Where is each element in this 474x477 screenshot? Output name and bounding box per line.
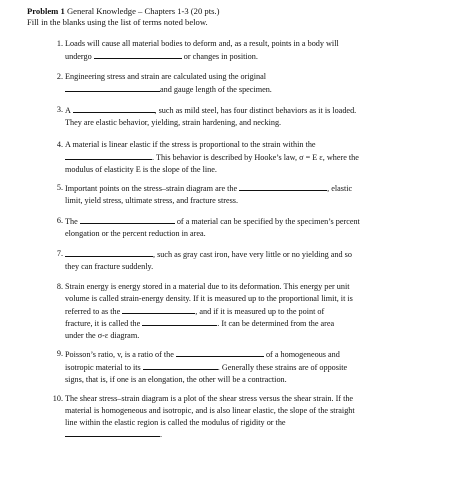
problem-header bbox=[27, 6, 457, 28]
question-number: 7. bbox=[56, 249, 63, 258]
problem-title-text: General Knowledge – Chapters 1-3 (20 pts.) bbox=[64, 6, 220, 16]
answer-blank[interactable] bbox=[239, 182, 327, 191]
question-number: 8. bbox=[56, 282, 63, 291]
question-text: . It can be determined from the area bbox=[217, 319, 335, 329]
question-text: isotropic material to its bbox=[65, 362, 143, 372]
problem-title bbox=[27, 6, 457, 17]
question-text: , and if it is measured up to the point of bbox=[195, 306, 325, 316]
question-text: , such as mild steel, has four distinct behaviors as it is loaded. bbox=[154, 106, 357, 115]
question-text-line bbox=[65, 330, 460, 342]
question-text-line bbox=[65, 151, 460, 164]
question-text-line bbox=[65, 104, 460, 117]
question-6 bbox=[56, 215, 460, 240]
answer-blank[interactable] bbox=[142, 317, 217, 326]
question-7 bbox=[56, 248, 460, 273]
question-text-line bbox=[65, 261, 460, 273]
question-2 bbox=[56, 71, 460, 96]
question-number: 5. bbox=[56, 183, 63, 192]
question-text-line bbox=[65, 50, 460, 63]
question-text: elongation or the percent reduction in area. bbox=[65, 228, 206, 238]
question-text: and gauge length of the specimen. bbox=[160, 84, 272, 94]
question-text: material is homogeneous and isotropic, and is also linear elastic, the slope of the straight bbox=[65, 405, 355, 415]
question-text: Strain energy is energy stored in a material due to its deformation. This energy per unit bbox=[65, 282, 350, 291]
question-text-line bbox=[65, 293, 460, 305]
question-number: 1. bbox=[56, 39, 63, 48]
question-1 bbox=[56, 38, 460, 63]
question-text: signs, that is, if one is an elongation, the other will be a contraction. bbox=[65, 374, 287, 384]
question-text: limit, yield stress, ultimate stress, and fracture stress. bbox=[65, 195, 239, 205]
question-text-line bbox=[65, 164, 460, 176]
question-text: modulus of elasticity E is the slope of the line. bbox=[65, 164, 217, 174]
question-text: of a homogeneous and bbox=[263, 350, 340, 359]
question-text: . bbox=[160, 430, 163, 440]
answer-blank[interactable] bbox=[65, 83, 160, 92]
question-text: under the σ-ε diagram. bbox=[65, 331, 140, 341]
question-text: Poisson’s ratio, v, is a ratio of the bbox=[65, 350, 176, 359]
answer-blank[interactable] bbox=[122, 305, 195, 314]
question-text-line bbox=[65, 281, 460, 293]
question-text-line bbox=[65, 348, 460, 361]
question-text-line bbox=[65, 182, 460, 195]
question-text: fracture, it is called the bbox=[65, 319, 143, 329]
question-text: A material is linear elastic if the stress is proportional to the strain within the bbox=[65, 140, 316, 149]
question-text: of a material can be specified by the specimen’s percent bbox=[174, 217, 360, 226]
question-text-line bbox=[65, 374, 460, 386]
question-text: Loads will cause all material bodies to deform and, as a result, points in a body will bbox=[65, 39, 339, 48]
question-3 bbox=[56, 104, 460, 129]
question-number: 9. bbox=[56, 349, 63, 358]
question-text: , elastic bbox=[327, 184, 353, 193]
question-text-line bbox=[65, 139, 460, 151]
question-text-line bbox=[65, 417, 460, 429]
question-text: Engineering stress and strain are calculated using the original bbox=[65, 72, 266, 81]
question-text-line bbox=[65, 38, 460, 50]
question-text: . This behavior is described by Hooke’s law, σ = E ε, where the bbox=[152, 152, 359, 162]
question-4 bbox=[56, 139, 460, 175]
question-9 bbox=[56, 348, 460, 385]
answer-blank[interactable] bbox=[65, 428, 163, 440]
question-number: 2. bbox=[56, 72, 63, 81]
question-text-line bbox=[65, 305, 460, 318]
question-text: , such as gray cast iron, have very little or no yielding and so bbox=[153, 250, 352, 259]
question-text: referred to as the bbox=[65, 306, 123, 316]
question-text-line bbox=[65, 228, 460, 240]
answer-blank[interactable] bbox=[94, 50, 182, 59]
question-text: A bbox=[65, 106, 73, 115]
question-text-line bbox=[65, 405, 460, 417]
question-5 bbox=[56, 182, 460, 207]
question-text-line bbox=[65, 215, 460, 228]
instructions: Fill in the blanks using the list of terms noted below. bbox=[27, 17, 208, 27]
answer-blank[interactable] bbox=[176, 348, 264, 357]
question-text: or changes in position. bbox=[181, 51, 258, 61]
question-text-line bbox=[65, 317, 460, 330]
question-8 bbox=[56, 281, 460, 342]
question-text: undergo bbox=[65, 51, 94, 61]
question-text-line bbox=[65, 248, 460, 261]
question-text-line bbox=[65, 393, 460, 405]
question-text: The bbox=[65, 217, 80, 226]
question-text: The shear stress–strain diagram is a plot of the shear stress versus the shear strain. If the bbox=[65, 394, 354, 403]
question-text: volume is called strain-energy density. If it is measured up to the proportional limit, it is bbox=[65, 293, 353, 303]
question-number: 6. bbox=[56, 216, 63, 225]
question-text: Important points on the stress–strain diagram are the bbox=[65, 184, 240, 193]
question-number: 3. bbox=[56, 105, 63, 114]
question-text: . Generally these strains are of opposite bbox=[217, 362, 348, 372]
question-text: They are elastic behavior, yielding, strain hardening, and necking. bbox=[65, 117, 282, 127]
answer-blank[interactable] bbox=[80, 215, 175, 224]
question-number: 10. bbox=[52, 394, 63, 403]
question-text-line bbox=[65, 117, 460, 129]
answer-blank[interactable] bbox=[65, 248, 153, 257]
question-10 bbox=[52, 393, 460, 441]
question-text-line bbox=[65, 428, 460, 441]
question-text: they can fracture suddenly. bbox=[65, 261, 154, 271]
question-text-line bbox=[65, 195, 460, 207]
question-text: line within the elastic region is called the modulus of rigidity or the bbox=[65, 417, 286, 427]
answer-blank[interactable] bbox=[65, 151, 152, 160]
problem-label: Problem 1 bbox=[27, 6, 65, 16]
question-text-line bbox=[65, 83, 460, 96]
answer-blank[interactable] bbox=[143, 361, 218, 370]
question-text-line bbox=[65, 71, 460, 83]
question-text-line bbox=[65, 361, 460, 374]
question-number: 4. bbox=[56, 140, 63, 149]
answer-blank[interactable] bbox=[73, 104, 155, 113]
